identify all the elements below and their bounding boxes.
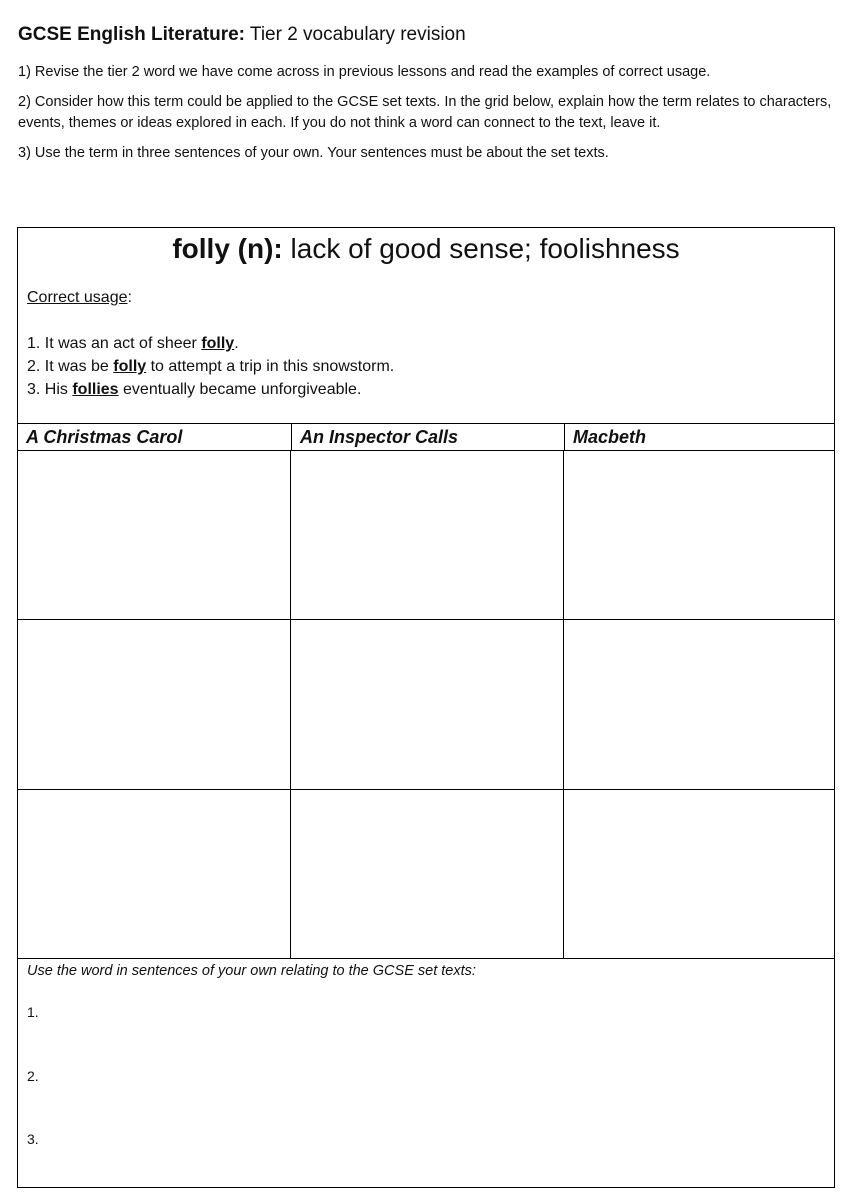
answer-cell[interactable] <box>291 620 564 789</box>
usage-example <box>27 332 394 355</box>
worksheet-table <box>17 227 835 1188</box>
example-keyword: follies <box>72 381 119 398</box>
text-grid <box>18 451 834 959</box>
example-keyword: folly <box>113 358 147 375</box>
column-header-inspector-calls: An Inspector Calls <box>291 424 564 450</box>
worksheet-header <box>18 22 834 173</box>
example-text: to attempt a trip in this snowstorm. <box>146 358 395 375</box>
definition-box <box>18 228 834 424</box>
title-bold: GCSE English Literature: <box>18 24 245 45</box>
answer-cell[interactable] <box>291 451 564 620</box>
answer-cell[interactable] <box>18 451 291 620</box>
instruction-2: 2) Consider how this term could be applied to the GCSE set texts. In the grid below, explain how the term relates to characters, events, themes or ideas explored in each. If you do not think a word can connect to the text, leave it. <box>18 94 832 131</box>
example-text: 3. His <box>27 381 73 398</box>
usage-label <box>27 287 132 309</box>
vocab-word: folly (n): <box>172 233 283 264</box>
answer-cell[interactable] <box>18 790 291 959</box>
usage-example <box>27 378 394 401</box>
example-keyword: folly <box>201 335 235 352</box>
instruction-1: 1) Revise the tier 2 word we have come across in previous lessons and read the examples of correct usage. <box>18 64 711 80</box>
answer-cell[interactable] <box>564 790 834 959</box>
instruction-3: 3) Use the term in three sentences of your own. Your sentences must be about the set texts. <box>18 145 609 161</box>
usage-label-text: Correct usage <box>27 289 128 306</box>
example-text: . <box>234 335 239 352</box>
sentence-number: 3. <box>27 1131 39 1147</box>
usage-examples <box>27 332 394 401</box>
answer-cell[interactable] <box>564 620 834 789</box>
column-header-macbeth: Macbeth <box>564 424 834 450</box>
answer-cell[interactable] <box>291 790 564 959</box>
example-text: 1. It was an act of sheer <box>27 335 202 352</box>
answer-cell[interactable] <box>18 620 291 789</box>
title-rest: Tier 2 vocabulary revision <box>244 24 466 45</box>
sentence-number: 1. <box>27 1004 39 1020</box>
text-grid-header <box>18 424 834 451</box>
sentences-section <box>18 959 834 1187</box>
answer-cell[interactable] <box>564 451 834 620</box>
example-text: eventually became unforgiveable. <box>118 381 362 398</box>
example-text: 2. It was be <box>27 358 114 375</box>
sentence-number: 2. <box>27 1068 39 1084</box>
definition-heading <box>18 231 834 267</box>
vocab-meaning: lack of good sense; foolishness <box>282 233 680 264</box>
usage-label-colon: : <box>127 289 132 306</box>
sentences-prompt: Use the word in sentences of your own relating to the GCSE set texts: <box>27 963 476 979</box>
page-title <box>18 22 834 48</box>
column-header-christmas-carol: A Christmas Carol <box>26 427 183 447</box>
usage-example <box>27 355 394 378</box>
